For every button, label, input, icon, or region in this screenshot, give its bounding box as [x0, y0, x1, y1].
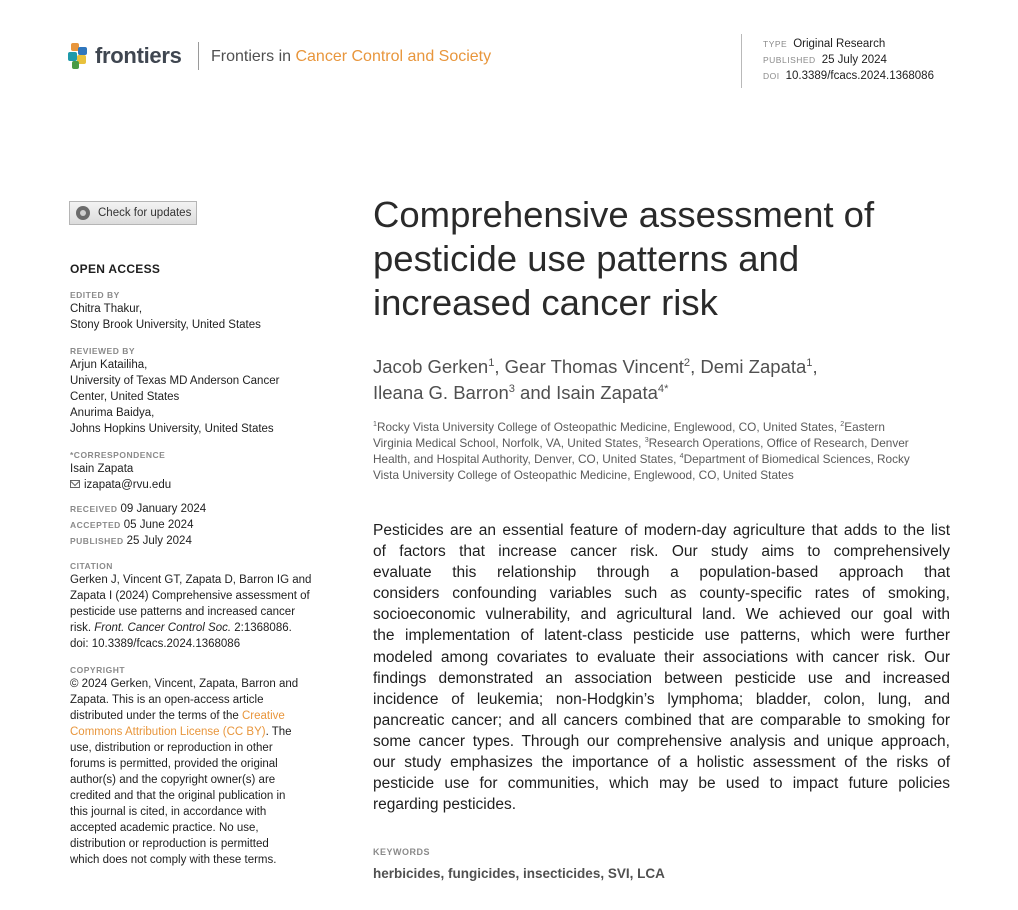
check-for-updates-button[interactable] [69, 201, 197, 225]
author-name[interactable]: Jacob Gerken [373, 356, 489, 377]
affil-text: Eastern [844, 420, 885, 434]
header-divider [198, 42, 199, 70]
meta-type [763, 38, 885, 50]
affil-text: Research Operations, Office of Research, Denver [648, 436, 909, 450]
reviewer-line: Arjun Katailiha, [70, 359, 148, 371]
citation-line: Gerken J, Vincent GT, Zapata D, Barron IG and [70, 574, 312, 586]
author-separator: , [690, 356, 701, 377]
affiliation-line: Vista University College of Osteopathic Medicine, Englewood, CO, United States [373, 468, 794, 482]
affil-mark: 2 [840, 420, 845, 429]
published-date: 25 July 2024 [126, 535, 192, 547]
correspondence-name: Isain Zapata [70, 463, 134, 475]
copyright-line: this journal is cited, in accordance with [70, 806, 267, 818]
citation-section [70, 560, 340, 652]
reviewer-line: Center, United States [70, 391, 180, 403]
journal-name[interactable] [211, 48, 491, 66]
copyright-line: credited and that the original publication in [70, 790, 286, 802]
license-link[interactable]: Creative [241, 710, 285, 722]
correspondence-section [70, 449, 340, 493]
frontiers-logo-icon [68, 43, 90, 69]
journal-title: Cancer Control and Society [295, 48, 492, 65]
editor-line: Chitra Thakur, [70, 303, 143, 315]
abstract-line: incidence of leukemia; non-Hodgkin’s lymphoma; bladder, colon, lung, and [373, 690, 950, 708]
copyright-section [70, 664, 340, 868]
published-label: PUBLISHED [70, 536, 124, 546]
author-name[interactable]: Ileana G. Barron [373, 382, 509, 403]
reviewed-by-label: REVIEWED BY [70, 346, 136, 356]
affil-text: Rocky Vista University College of Osteopathic Medicine, Englewood, CO, United States, [376, 420, 841, 434]
correspondence-email[interactable]: izapata@rvu.edu [84, 479, 172, 491]
reviewer-line: Anurima Baidya, [70, 407, 155, 419]
accepted-date: 05 June 2024 [123, 519, 194, 531]
logo-text: frontiers [95, 43, 182, 68]
abstract-line: our study emphasizes the importance of a holistic assessment of the risks of [373, 754, 950, 772]
meta-published-value: 25 July 2024 [821, 54, 887, 66]
keywords-label: KEYWORDS [373, 847, 431, 857]
abstract-line: considers confounding variables such as county-specific rates of smoking, [373, 585, 950, 603]
copyright-line [70, 708, 340, 724]
abstract-line: socioeconomic vulnerability, and agricultural land. We achieved our goal with [373, 606, 950, 624]
reviewer-line: University of Texas MD Anderson Cancer [70, 375, 280, 387]
abstract-line: evaluate this relationship through a population-based approach that [373, 564, 950, 582]
abstract-line: regarding pesticides. [373, 796, 517, 814]
abstract-line: the implementation of latent-class pesticide use patterns, which were further [373, 627, 950, 645]
author-separator: , [812, 356, 818, 377]
author-affil-mark: 4* [657, 382, 669, 395]
open-access-label: OPEN ACCESS [70, 262, 161, 276]
affiliation-line [373, 451, 973, 467]
edited-by-label: EDITED BY [70, 290, 120, 300]
correspondence-label: *CORRESPONDENCE [70, 450, 166, 460]
citation-label: CITATION [70, 561, 113, 571]
copyright-line: distribution or reproduction is permitted [70, 838, 269, 850]
meta-published [763, 54, 887, 66]
abstract-line: pesticide use for communities, which may be used to impact future policies [373, 775, 950, 793]
author-affil-mark: 1 [806, 356, 813, 369]
correspondence-email-row[interactable] [70, 477, 340, 493]
author-line [373, 380, 973, 406]
author-affil-mark: 1 [488, 356, 495, 369]
abstract-line: Pesticides are an essential feature of modern-day agriculture that adds to the list [373, 522, 950, 539]
mail-icon [70, 480, 80, 488]
received-date: 09 January 2024 [120, 503, 207, 515]
edited-by-section [70, 289, 340, 333]
abstract [373, 520, 950, 815]
affil-text: Department of Biomedical Sciences, Rocky [683, 452, 910, 466]
affil-mark: 1 [373, 420, 377, 429]
meta-type-value: Original Research [793, 38, 886, 50]
copyright-line: use, distribution or reproduction in other [70, 742, 273, 754]
author-name[interactable]: Isain Zapata [556, 382, 658, 403]
copyright-line: which does not comply with these terms. [70, 854, 277, 866]
copyright-label: COPYRIGHT [70, 665, 126, 675]
accepted-row [70, 517, 340, 533]
copyright-line [70, 724, 340, 740]
author-separator: , [494, 356, 505, 377]
license-link[interactable]: Commons Attribution License (CC BY) [70, 726, 266, 738]
journal-prefix: Frontiers in [211, 48, 296, 65]
abstract-line: some cancer types. Through our comprehensive analysis and unique approach, [373, 732, 950, 750]
article-title [373, 193, 973, 325]
title-line: increased cancer risk [373, 282, 718, 323]
copyright-line: accepted academic practice. No use, [70, 822, 259, 834]
meta-doi [763, 70, 934, 82]
accepted-label: ACCEPTED [70, 520, 121, 530]
editor-line: Stony Brook University, United States [70, 319, 261, 331]
citation-line: pesticide use patterns and increased cancer [70, 606, 296, 618]
copyright-line: © 2024 Gerken, Vincent, Zapata, Barron and [70, 678, 299, 690]
abstract-line: modeled among covariates to evaluate their associations with cancer risk. Our [373, 648, 950, 666]
received-label: RECEIVED [70, 504, 118, 514]
copyright-line: author(s) and the copyright owner(s) are [70, 774, 276, 786]
author-line [373, 354, 973, 380]
copyright-line: forums is permitted, provided the original [70, 758, 278, 770]
reviewer-line: Johns Hopkins University, United States [70, 423, 274, 435]
author-affil-mark: 3 [508, 382, 515, 395]
affil-text: Virginia Medical School, Norfolk, VA, United States, [373, 436, 645, 450]
author-affil-mark: 2 [683, 356, 691, 369]
affil-mark: 4 [679, 452, 684, 461]
citation-volume: 2:1368086. [231, 622, 292, 634]
citation-journal: Front. Cancer Control Soc. [94, 622, 232, 634]
reviewed-by-section [70, 345, 340, 437]
keywords: herbicides, fungicides, insecticides, SVI, LCA [373, 866, 665, 881]
abstract-line: pancreatic cancer; and all cancers combined that are comparable to smoking for [373, 711, 950, 729]
abstract-line: of factors that increase cancer risk. Our study aims to comprehensively [373, 543, 950, 561]
affil-mark: 3 [644, 436, 649, 445]
title-line: Comprehensive assessment of [373, 194, 875, 235]
article-meta [741, 34, 972, 88]
copyright-text: . The [265, 726, 292, 738]
affiliations [373, 419, 973, 483]
frontiers-logo[interactable] [68, 42, 182, 70]
meta-doi-label: DOI [763, 71, 780, 81]
citation-line [70, 620, 340, 636]
dates-section [70, 501, 340, 549]
title-line: pesticide use patterns and [373, 238, 800, 279]
author-name[interactable]: Gear Thomas Vincent [504, 356, 684, 377]
meta-published-label: PUBLISHED [763, 55, 816, 65]
citation-doi: doi: 10.3389/fcacs.2024.1368086 [70, 638, 241, 650]
author-separator: and [514, 382, 557, 403]
meta-doi-value[interactable]: 10.3389/fcacs.2024.1368086 [785, 70, 934, 82]
author-list [373, 354, 973, 406]
check-updates-label: Check for updates [98, 207, 192, 219]
affil-text: Health, and Hospital Authority, Denver, CO, United States, [373, 452, 680, 466]
abstract-line: findings demonstrated an association between pesticide use and increased [373, 669, 950, 687]
citation-risk: risk. [70, 622, 95, 634]
copyright-line: Zapata. This is an open-access article [70, 694, 264, 706]
received-row [70, 501, 340, 517]
citation-line: Zapata I (2024) Comprehensive assessment of [70, 590, 310, 602]
author-name[interactable]: Demi Zapata [700, 356, 807, 377]
published-row [70, 533, 340, 549]
affiliation-line [373, 435, 973, 451]
affiliation-line [373, 419, 973, 435]
copyright-text: distributed under the terms of the [70, 710, 242, 722]
meta-type-label: TYPE [763, 39, 788, 49]
check-updates-icon [76, 206, 90, 220]
